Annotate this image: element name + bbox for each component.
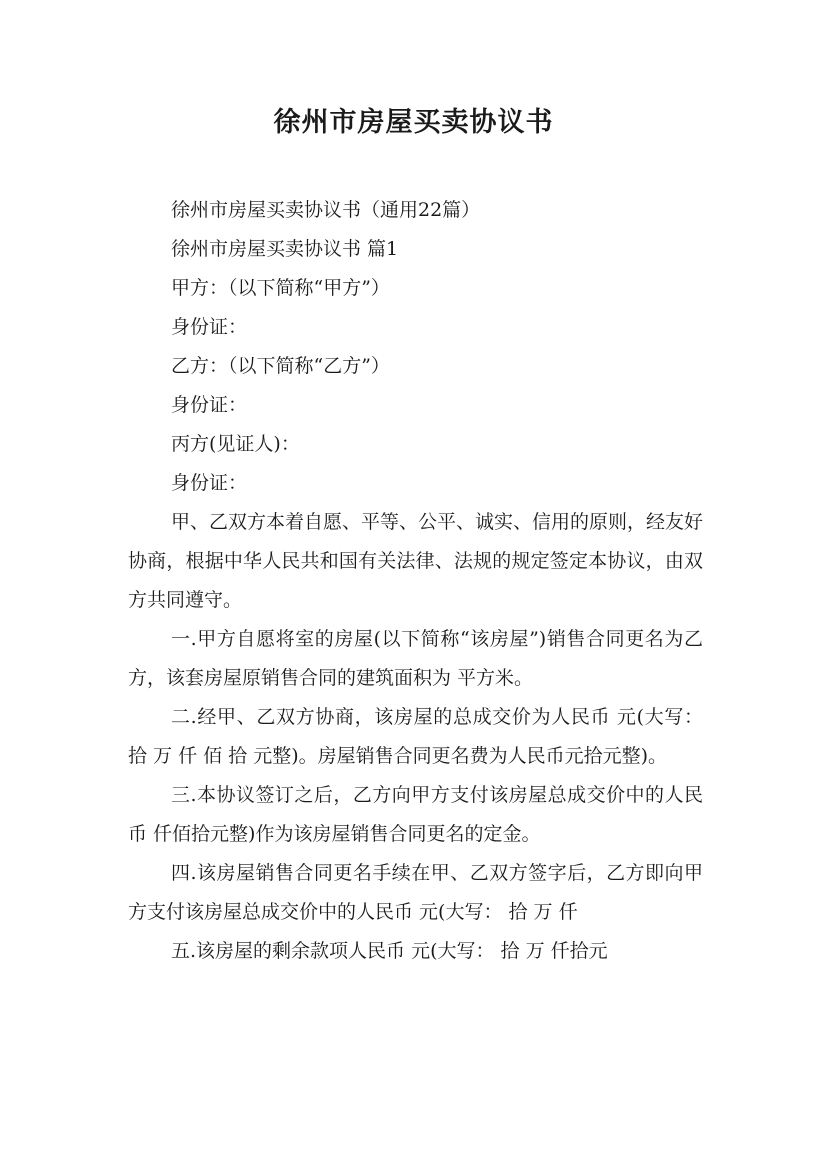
party-c-line: 丙方(见证人)： — [171, 433, 300, 455]
clause-4-paragraph: 四.该房屋销售合同更名手续在甲、乙双方签字后，乙方即向甲方支付该房屋总成交价中的人民币 元(大写： 拾 万 仟 — [128, 862, 703, 923]
clause-2-paragraph: 二.经甲、乙双方协商，该房屋的总成交价为人民币 元(大写： 拾 万 仟 佰 拾 元整)。房屋销售合同更名费为人民币元拾元整)。 — [128, 706, 703, 767]
party-b-id-line: 身份证： — [171, 394, 248, 416]
party-b-line: 乙方：（以下简称“乙方”） — [171, 355, 390, 377]
document-title: 徐州市房屋买卖协议书 — [273, 107, 554, 138]
clause-3-paragraph: 三.本协议签订之后，乙方向甲方支付该房屋总成交价中的人民币 仟佰拾元整)作为该房屋销售合同更名的定金。 — [128, 784, 703, 845]
party-a-line: 甲方：（以下简称“甲方”） — [171, 277, 390, 299]
subtitle-line: 徐州市房屋买卖协议书（通用22篇） — [171, 199, 481, 221]
clause-5-paragraph: 五.该房屋的剩余款项人民币 元(大写： 拾 万 仟拾元 — [171, 940, 608, 962]
section-heading: 徐州市房屋买卖协议书 篇1 — [171, 238, 399, 260]
preamble-paragraph: 甲、乙双方本着自愿、平等、公平、诚实、信用的原则，经友好协商，根据中华人民共和国有关法律、法规的规定签定本协议，由双方共同遵守。 — [128, 511, 704, 611]
clause-1-paragraph: 一.甲方自愿将室的房屋(以下简称“该房屋”)销售合同更名为乙方，该套房屋原销售合同的建筑面积为 平方米。 — [128, 628, 703, 689]
party-c-id-line: 身份证： — [171, 472, 248, 494]
party-a-id-line: 身份证： — [171, 316, 248, 338]
document-body — [128, 191, 703, 971]
